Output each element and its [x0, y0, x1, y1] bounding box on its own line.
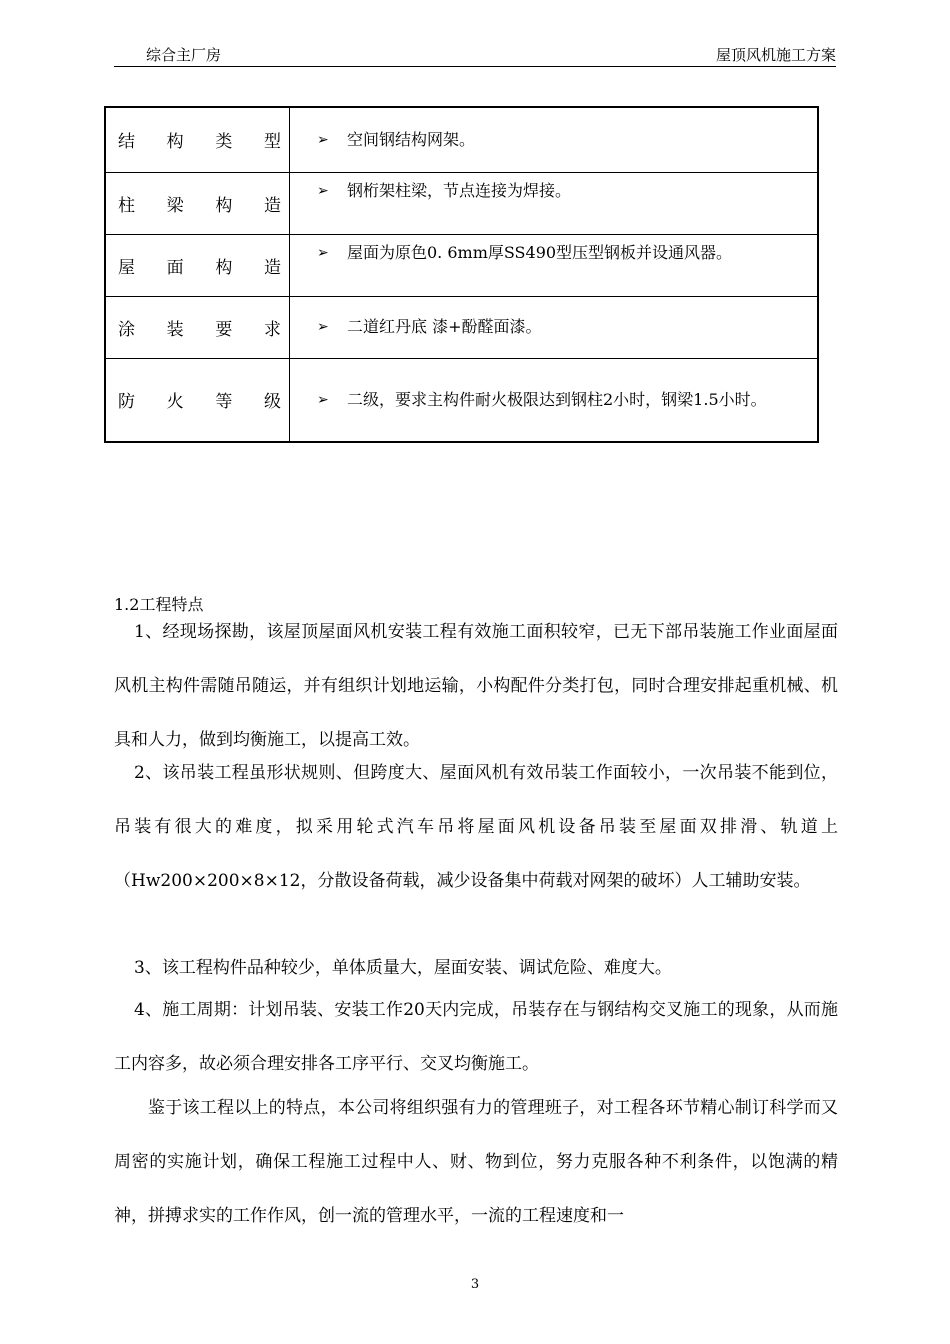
- row-value-cell: [290, 358, 819, 442]
- row-key-cell: [105, 234, 290, 296]
- page-header: [114, 40, 836, 67]
- row-key-cell: [105, 107, 290, 172]
- row-key-label: 防 火 等 级: [118, 392, 281, 413]
- row-value-cell: [290, 107, 819, 172]
- row-value-text: 二级，要求主构件耐火极限达到钢柱2小时，钢梁1.5小时。: [347, 389, 767, 409]
- table-row: [105, 234, 818, 296]
- table-row: [105, 172, 818, 234]
- row-value-cell: [290, 172, 819, 234]
- paragraph: 3、该工程构件品种较少，单体质量大，屋面安装、调试危险、难度大。: [134, 958, 672, 978]
- row-key-label: 涂 装 要 求: [118, 319, 281, 340]
- paragraph: 1、经现场探勘，该屋顶屋面风机安装工程有效施工面积较窄，已无下部吊装施工作业面屋面风机主构件需随吊随运，并有组织计划地运输，小构配件分类打包，同时合理安排起重机械、机具和人力，做到均衡施工，以提高工效。: [114, 622, 838, 750]
- paragraph: 2、该吊装工程虽形状规则、但跨度大、屋面风机有效吊装工作面较小，一次吊装不能到位，吊装有很大的难度，拟采用轮式汽车吊将屋面风机设备吊装至屋面双排滑、轨道上（Hw200×200×8×12，分散设备荷载，减少设备集中荷载对网架的破坏）人工辅助安装。: [114, 763, 838, 891]
- header-right-title: 屋顶风机施工方案: [715, 46, 836, 64]
- arrow-bullet-icon: ➢: [317, 319, 329, 335]
- arrow-bullet-icon: ➢: [317, 183, 329, 199]
- paragraph: 鉴于该工程以上的特点，本公司将组织强有力的管理班子，对工程各环节精心制订科学而又周密的实施计划，确保工程施工过程中人、财、物到位，努力克服各种不利条件，以饱满的精神，拼搏求实的工作作风，创一流的管理水平，一流的工程速度和一: [114, 1098, 838, 1226]
- header-left-title: 综合主厂房: [146, 46, 222, 64]
- table-row: [105, 107, 818, 172]
- paragraph: 4、施工周期：计划吊装、安装工作20天内完成，吊装存在与钢结构交叉施工的现象，从而施工内容多，故必须合理安排各工序平行、交叉均衡施工。: [114, 1000, 838, 1074]
- row-value-cell: [290, 234, 819, 296]
- row-key-cell: [105, 172, 290, 234]
- row-value-text: 二道红丹底 漆+酚醛面漆。: [347, 317, 542, 336]
- arrow-bullet-icon: ➢: [317, 245, 329, 261]
- page-number: 3: [470, 1277, 480, 1292]
- table-row: [105, 358, 818, 442]
- arrow-bullet-icon: ➢: [317, 391, 329, 408]
- row-key-label: 屋 面 构 造: [118, 257, 281, 278]
- row-key-cell: [105, 296, 290, 358]
- arrow-bullet-icon: ➢: [317, 131, 329, 148]
- row-key-cell: [105, 358, 290, 442]
- row-value-text: 钢桁架柱梁，节点连接为焊接。: [347, 181, 572, 200]
- section-title: 1.2工程特点: [114, 595, 204, 614]
- table-row: [105, 296, 818, 358]
- row-value-text: 屋面为原色0. 6mm厚SS490型压型钢板并设通风器。: [347, 243, 733, 262]
- row-value-text: 空间钢结构网架。: [347, 129, 476, 149]
- row-value-cell: [290, 296, 819, 358]
- spec-table: [104, 106, 819, 443]
- row-key-label: 结 构 类 型: [118, 132, 281, 153]
- row-key-label: 柱 梁 构 造: [118, 195, 281, 216]
